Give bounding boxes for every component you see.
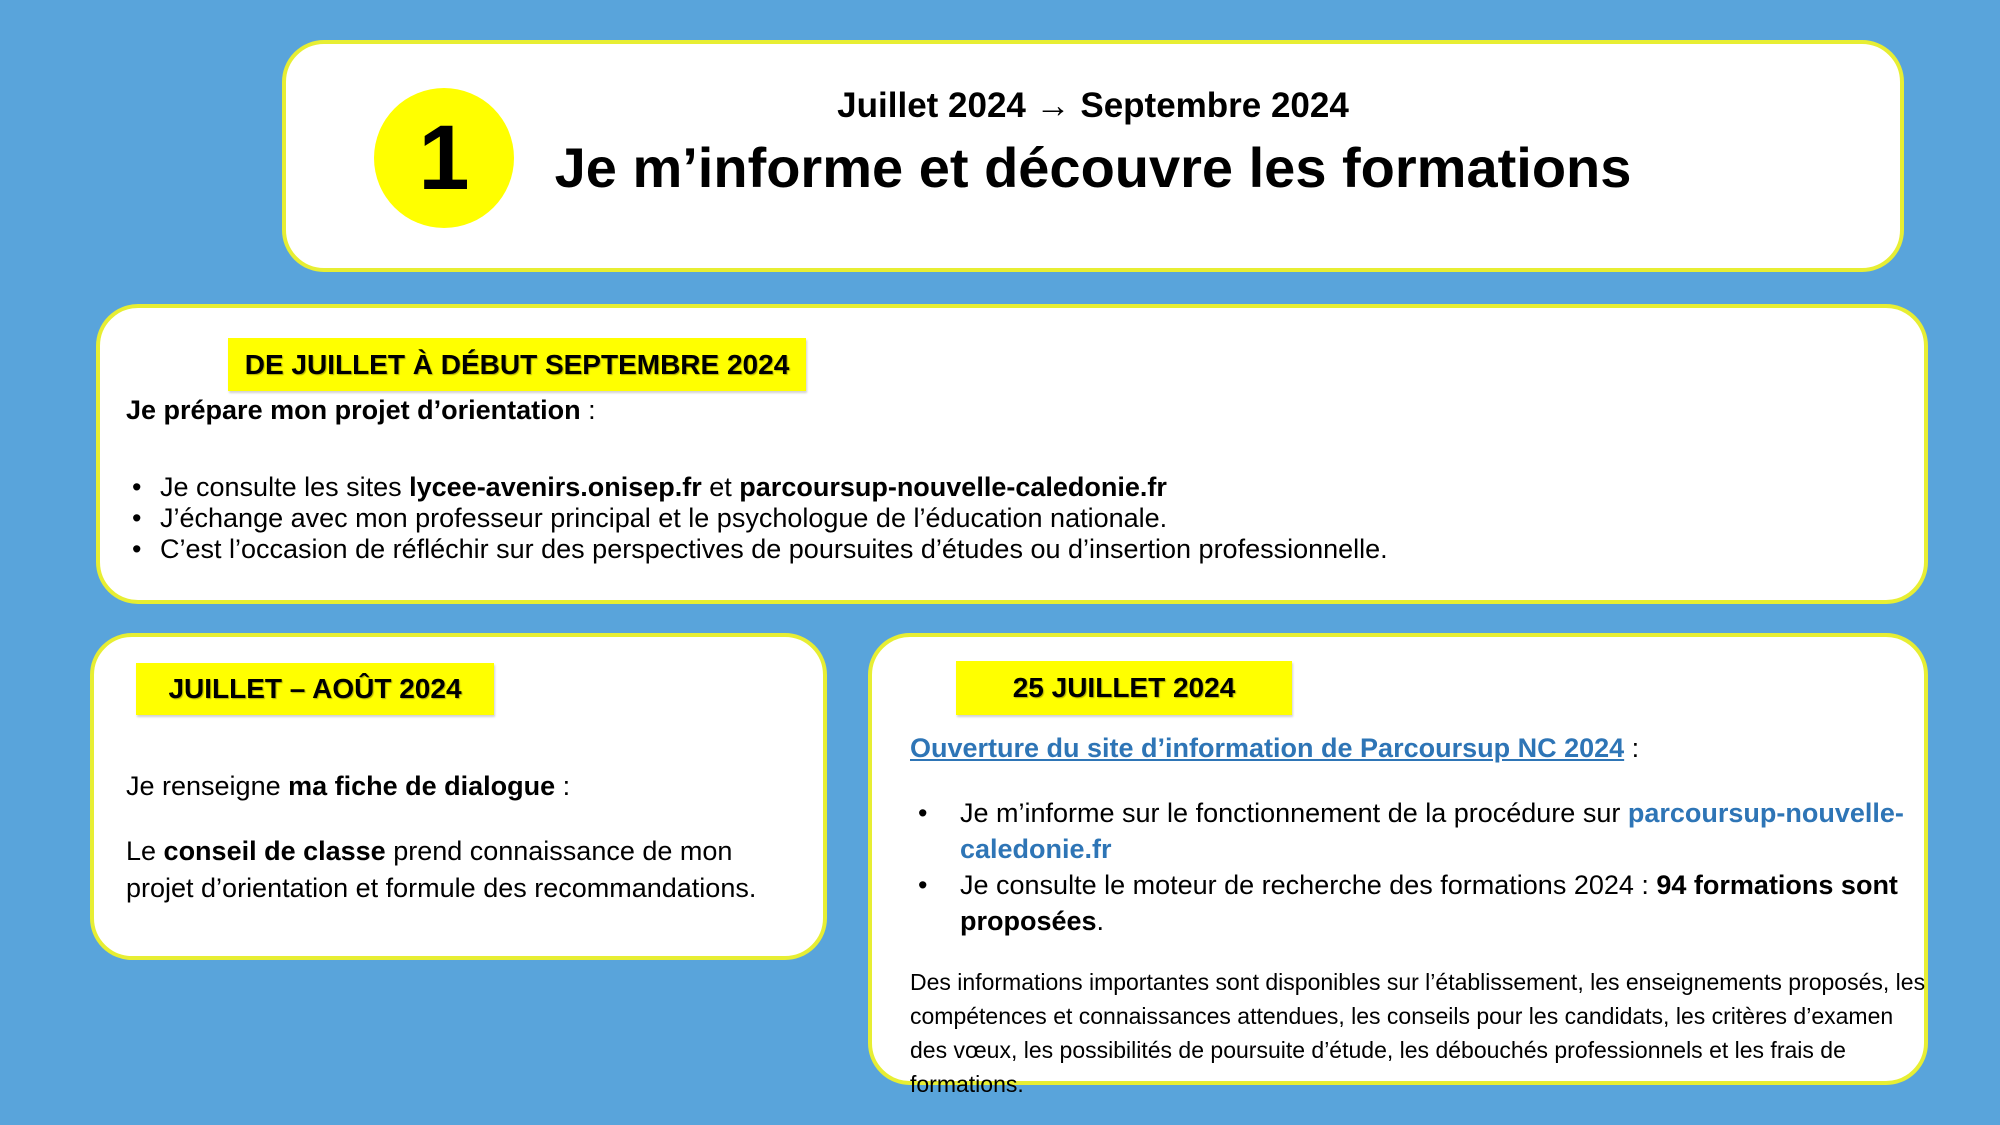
info-intro-suffix: : [580, 395, 596, 425]
info-intro-bold: Je prépare mon projet d’orientation [126, 395, 581, 425]
period-label-opening: 25 JUILLET 2024 [956, 661, 1292, 715]
bullet-text-bold: 94 formations sont proposées [960, 870, 1898, 936]
dialogue-card [90, 633, 827, 960]
text-segment: prend connaissance de mon projet d’orientation et formule des recommandations. [126, 836, 757, 903]
info-card [96, 304, 1928, 604]
period-label-dialogue: JUILLET – AOÛT 2024 [136, 663, 494, 715]
period-label-info: DE JUILLET À DÉBUT SEPTEMBRE 2024 [228, 338, 806, 391]
bullet-text: Je consulte le moteur de recherche des formations 2024 : [960, 870, 1657, 900]
info-intro [126, 394, 596, 426]
site-name: parcoursup-nouvelle-caledonie.fr [739, 472, 1167, 502]
text-segment-bold: conseil de classe [163, 836, 386, 866]
text-segment: : [555, 771, 571, 801]
bullet-text: Je m’informe sur le fonctionnement de la procédure sur [960, 798, 1628, 828]
page-title: Je m’informe et découvre les formations [554, 136, 1632, 199]
opening-note: Des informations importantes sont disponibles sur l’établissement, les enseignements proposés, les compétences et connaissances attendues, les conseils pour les candidats, les critères d’examen des vœux, les possibilités de poursuite d’étude, les débouchés professionnels et les frais de formations. [910, 969, 1926, 1097]
opening-heading [910, 731, 1639, 765]
bullet-text: Je consulte les sites [160, 472, 410, 502]
parcoursup-info-link[interactable]: Ouverture du site d’information de Parcoursup NC 2024 [910, 733, 1625, 763]
dialogue-line1 [126, 769, 570, 803]
dialogue-line2 [126, 833, 802, 907]
parcoursup-site-link[interactable]: parcoursup-nouvelle-caledonie.fr [960, 798, 1904, 864]
site-name: lycee-avenirs.onisep.fr [409, 472, 702, 502]
header-card [282, 40, 1904, 272]
text-segment: : [1624, 733, 1640, 763]
text-segment-bold: ma fiche de dialogue [288, 771, 556, 801]
list-item [126, 472, 1388, 503]
step-number: 1 [418, 106, 470, 209]
bullet-text: . [1096, 906, 1105, 936]
list-item: • J’échange avec mon professeur principal et le psychologue de l’éducation nationale. [126, 503, 1388, 534]
text-segment: Je renseigne [126, 771, 289, 801]
list-item [912, 867, 1917, 939]
list-item [912, 795, 1917, 867]
list-item: • C’est l’occasion de réfléchir sur des perspectives de poursuites d’études ou d’insertion professionnelle. [126, 534, 1388, 565]
opening-card [868, 633, 1928, 1097]
header-text [286, 44, 1900, 200]
opening-bullet-list [912, 795, 1917, 939]
date-range: Juillet 2024 → Septembre 2024 [837, 86, 1349, 125]
bullet-text: et [701, 472, 740, 502]
text-segment: Le [126, 836, 164, 866]
info-bullet-list [126, 472, 1388, 565]
